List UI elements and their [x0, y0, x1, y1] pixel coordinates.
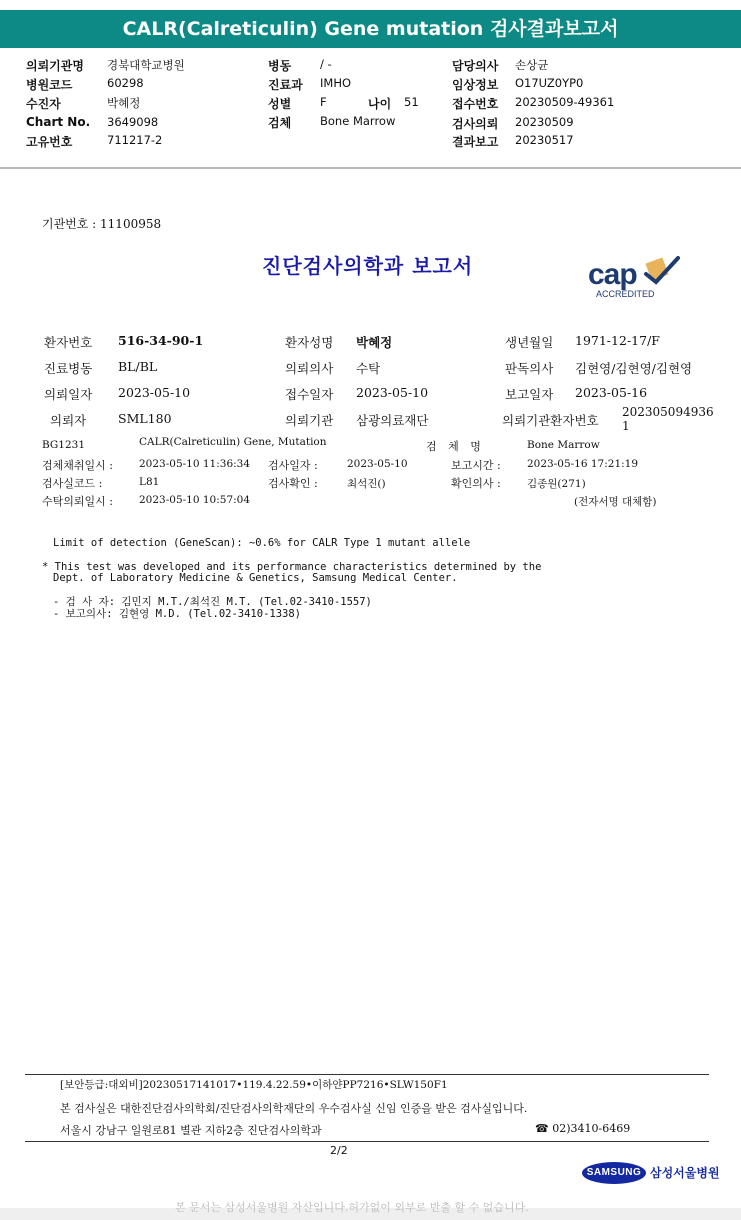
header-value-patient: 박혜정 [107, 96, 141, 110]
confidentiality-notice: 본 문서는 삼성서울병원 자산입니다.허가없이 외부로 반출 할 수 없습니다. [175, 1201, 529, 1214]
header-label-requested: 검사의뢰 [452, 117, 499, 131]
patient-value-req-institution: 삼광의료재단 [356, 413, 429, 428]
patient-value-recv-date: 2023-05-10 [356, 385, 429, 400]
header-label-ward: 병동 [268, 59, 292, 73]
header-label-hospital-code: 병원코드 [26, 78, 73, 92]
header-label-institution: 의뢰기관명 [26, 59, 84, 73]
patient-label-id: 환자번호 [44, 335, 93, 350]
reporter-info: - 보고의사: 김현영 M.D. (Tel.02-3410-1338) [53, 608, 302, 620]
address-line: 서울시 강남구 일원로81 별관 지하2층 진단검사의학과 [60, 1124, 322, 1137]
header-value-chart-no: 3649098 [107, 115, 159, 129]
confirm-doctor-label: 확인의사 : [451, 477, 501, 490]
header-value-clinical-info: O17UZ0YP0 [515, 76, 584, 90]
header-label-reported: 결과보고 [452, 135, 499, 149]
patient-value-reader: 김현영/김현영/김현영 [575, 361, 693, 376]
header-label-sex: 성별 [268, 97, 292, 111]
certification-line: 본 검사실은 대한진단검사의학회/진단검사의학재단의 우수검사실 신임 인증을 받은 검사실입니다. [60, 1102, 528, 1115]
patient-value-req-doctor: 수탁 [356, 361, 381, 376]
consign-label: 수탁의뢰일시 : [42, 495, 113, 508]
header-value-reported: 20230517 [515, 133, 574, 147]
testdate-label: 검사일자 : [268, 459, 318, 472]
header-value-specimen: Bone Marrow [320, 114, 396, 128]
tester-info: - 검 사 자: 김민지 M.T./최석진 M.T. (Tel.02-3410-1557) [53, 596, 372, 608]
confirm-doctor-value: 김종원(271) [527, 478, 586, 490]
header-value-institution: 경북대학교병원 [107, 58, 185, 72]
specimen-value: Bone Marrow [527, 439, 600, 451]
header-label-age: 나이 [368, 97, 392, 111]
header-label-department: 진료과 [268, 78, 303, 92]
header-value-requested: 20230509 [515, 115, 574, 129]
development-note-line2: Dept. of Laboratory Medicine & Genetics, Samsung Medical Center. [53, 572, 458, 584]
header-label-doctor: 담당의사 [452, 59, 499, 73]
report-time-value: 2023-05-16 17:21:19 [527, 458, 639, 470]
patient-value-id: 516-34-90-1 [118, 333, 204, 348]
header-value-doctor: 손상균 [515, 58, 549, 72]
patient-label-ward: 진료병동 [44, 361, 93, 376]
patient-label-report-date: 보고일자 [505, 387, 554, 402]
patient-label-inst-patient-no: 의뢰기관환자번호 [502, 413, 599, 428]
patient-value-birth: 1971-12-17/F [575, 333, 660, 348]
header-label-unique-no: 고유번호 [26, 135, 73, 149]
security-line: [보안등급:대외비]20230517141017•119.4.22.59•이하얀PP7216•SLW150F1 [60, 1079, 448, 1091]
patient-label-requester: 의뢰자 [50, 413, 87, 428]
patient-value-name: 박혜정 [356, 335, 393, 350]
report-time-label: 보고시간 : [451, 459, 501, 472]
e-signature-note: (전자서명 대체함) [574, 496, 657, 508]
lab-code-value: L81 [139, 476, 160, 488]
header-value-receipt-no: 20230509-49361 [515, 95, 615, 109]
patient-label-req-doctor: 의뢰의사 [285, 361, 334, 376]
collect-value: 2023-05-10 11:36:34 [139, 458, 251, 470]
confirm-label: 검사확인 : [268, 477, 318, 490]
patient-value-inst-patient-no: 202305094936 [622, 405, 714, 419]
patient-value-req-date: 2023-05-10 [118, 385, 191, 400]
cap-check-icon [638, 254, 682, 288]
cap-logo-text: cap [588, 258, 637, 291]
specimen-label: 검 체 명 [426, 440, 485, 453]
header-label-receipt-no: 접수번호 [452, 97, 499, 111]
development-note-line1: * This test was developed and its performance characteristics determined by the [42, 561, 542, 573]
cap-accredited-logo [588, 254, 688, 304]
header-value-sex: F [320, 95, 327, 109]
footer-box [25, 1074, 709, 1142]
header-value-age: 51 [404, 95, 419, 109]
patient-value-report-date: 2023-05-16 [575, 385, 648, 400]
header-value-ward: / - [320, 57, 332, 71]
header-label-chart-no: Chart No. [26, 115, 91, 129]
testdate-value: 2023-05-10 [347, 458, 408, 470]
phone-line: ☎ 02)3410-6469 [535, 1122, 631, 1135]
report-title-bar: CALR(Calreticulin) Gene mutation 검사결과보고서 [0, 10, 741, 48]
header-label-clinical-info: 임상정보 [452, 78, 499, 92]
header-divider [0, 167, 741, 169]
collect-label: 검체채취일시 : [42, 459, 113, 472]
header-value-unique-no: 711217-2 [107, 133, 163, 147]
patient-label-birth: 생년월일 [505, 335, 554, 350]
header-label-patient: 수진자 [26, 97, 61, 111]
lab-code-label: 검사실코드 : [42, 477, 103, 490]
confirm-value: 최석진() [347, 478, 386, 490]
hospital-logo-text: 삼성서울병원 [650, 1166, 720, 1180]
patient-value-requester: SML180 [118, 411, 172, 426]
patient-label-recv-date: 접수일자 [285, 387, 334, 402]
patient-label-req-date: 의뢰일자 [44, 387, 93, 402]
header-label-specimen: 검체 [268, 116, 292, 130]
consign-value: 2023-05-10 10:57:04 [139, 494, 251, 506]
limit-of-detection: Limit of detection (GeneScan): ~0.6% for CALR Type 1 mutant allele [53, 537, 471, 549]
patient-value-inst-patient-no-tail: 1 [622, 419, 630, 433]
patient-value-ward: BL/BL [118, 359, 158, 374]
patient-label-reader: 판독의사 [505, 361, 554, 376]
test-name: CALR(Calreticulin) Gene, Mutation [139, 436, 327, 448]
header-value-hospital-code: 60298 [107, 76, 144, 90]
page-number: 2/2 [330, 1144, 348, 1157]
patient-label-name: 환자성명 [285, 335, 334, 350]
report-heading: 진단검사의학과 보고서 [262, 254, 474, 278]
institution-number: 기관번호 : 11100958 [42, 217, 162, 231]
cap-accredited-text: ACCREDITED [596, 289, 655, 299]
patient-label-req-institution: 의뢰기관 [285, 413, 334, 428]
samsung-logo: SAMSUNG [582, 1162, 646, 1184]
test-code: BG1231 [42, 439, 86, 451]
header-value-department: IMHO [320, 76, 352, 90]
